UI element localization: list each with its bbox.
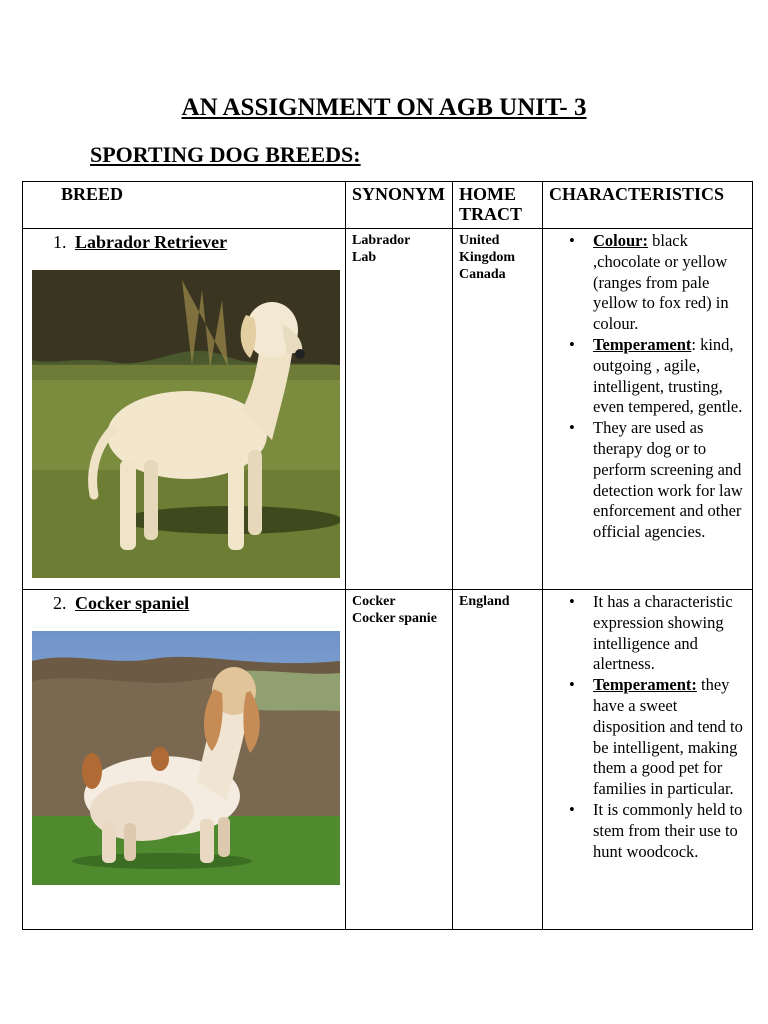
home-tract-cell: England xyxy=(453,590,543,930)
list-item: • It is commonly held to stem from their use to hunt woodcock. xyxy=(593,800,750,862)
breed-cell xyxy=(23,229,346,590)
labrador-photo xyxy=(32,270,340,578)
list-item: • Temperament: kind, outgoing , agile, intelligent, trusting, even tempered, gentle. xyxy=(593,335,750,418)
table-row xyxy=(23,590,753,930)
list-item: • They are used as therapy dog or to perform screening and detection work for law enforcement and other official agencies. xyxy=(593,418,750,543)
synonym-cell: Cocker Cocker spanie xyxy=(346,590,453,930)
header-breed: BREED xyxy=(23,182,346,229)
section-heading: SPORTING DOG BREEDS: xyxy=(90,142,361,167)
header-synonym: SYNONYM xyxy=(346,182,453,229)
header-characteristics: CHARACTERISTICS xyxy=(543,182,753,229)
row-number: 2. xyxy=(53,593,67,613)
cocker-spaniel-photo xyxy=(32,631,340,885)
breed-name: Labrador Retriever xyxy=(75,232,228,252)
synonym-cell: Labrador Lab xyxy=(346,229,453,590)
breeds-table xyxy=(22,181,753,930)
table-row xyxy=(23,229,753,590)
home-tract-cell: United Kingdom Canada xyxy=(453,229,543,590)
characteristics-cell xyxy=(543,590,753,930)
table-header-row xyxy=(23,182,753,229)
list-item: • It has a characteristic expression showing intelligence and alertness. xyxy=(593,592,750,675)
row-number: 1. xyxy=(53,232,67,252)
page-title: AN ASSIGNMENT ON AGB UNIT- 3 xyxy=(181,94,587,121)
list-item: • Temperament: they have a sweet disposition and tend to be intelligent, making them a good pet for families in particular. xyxy=(593,675,750,800)
characteristics-cell xyxy=(543,229,753,590)
list-item: • Colour: black ,chocolate or yellow (ranges from pale yellow to fox red) in colour. xyxy=(593,231,750,335)
breed-name: Cocker spaniel xyxy=(75,593,190,613)
breed-cell xyxy=(23,590,346,930)
header-home-tract: HOME TRACT xyxy=(453,182,543,229)
